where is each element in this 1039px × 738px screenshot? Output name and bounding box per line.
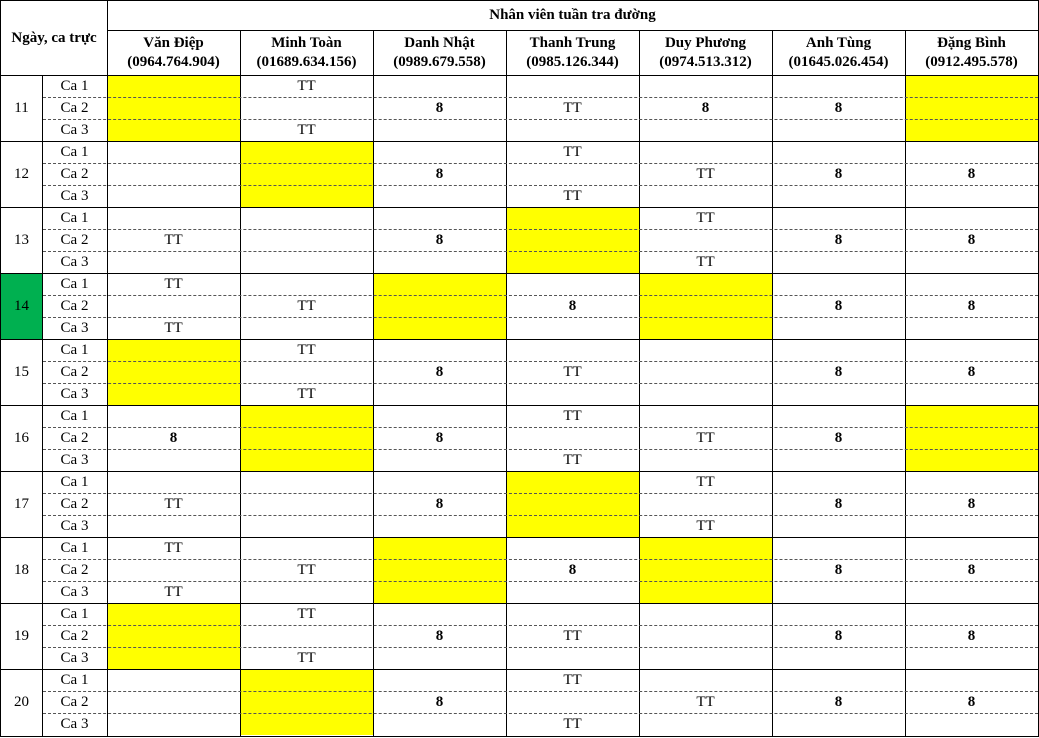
assignment-cell: TT — [164, 275, 183, 292]
shift-separator — [43, 559, 1038, 560]
staff-header — [772, 30, 905, 75]
shift-label: Ca 3 — [60, 649, 89, 666]
assignment-cell: 8 — [967, 627, 976, 644]
corner-header: Ngày, ca trực — [11, 29, 97, 46]
staff-name: Minh Toàn — [271, 34, 342, 51]
assignment-cell: TT — [563, 627, 582, 644]
shift-label: Ca 1 — [60, 407, 89, 424]
day-number: 11 — [14, 99, 29, 116]
grid-line — [0, 339, 1039, 340]
off-day-block — [107, 339, 240, 405]
shift-separator — [43, 97, 1038, 98]
shift-separator — [43, 361, 1038, 362]
staff-header — [639, 30, 772, 75]
assignment-cell: 8 — [701, 99, 710, 116]
assignment-cell: 8 — [568, 297, 577, 314]
assignment-cell: 8 — [967, 495, 976, 512]
assignment-cell: TT — [164, 539, 183, 556]
shift-label: Ca 1 — [60, 341, 89, 358]
shift-label: Ca 3 — [60, 385, 89, 402]
off-day-block — [373, 537, 506, 603]
shift-separator — [43, 163, 1038, 164]
shift-label: Ca 2 — [60, 429, 89, 446]
shift-separator — [43, 119, 1038, 120]
assignment-cell: TT — [696, 429, 715, 446]
shift-label: Ca 3 — [60, 187, 89, 204]
shift-separator — [43, 581, 1038, 582]
off-day-block — [639, 537, 772, 603]
staff-header — [506, 30, 639, 75]
assignment-cell: TT — [563, 451, 582, 468]
staff-name: Đặng Bình — [937, 34, 1006, 51]
assignment-cell: TT — [164, 319, 183, 336]
shift-separator — [43, 185, 1038, 186]
shift-label: Ca 3 — [60, 253, 89, 270]
off-day-block — [905, 75, 1038, 141]
staff-header — [240, 30, 373, 75]
shift-label: Ca 1 — [60, 473, 89, 490]
shift-separator — [43, 493, 1038, 494]
assignment-cell: 8 — [435, 693, 444, 710]
shift-separator — [43, 625, 1038, 626]
off-day-block — [240, 405, 373, 471]
day-number: 14 — [14, 297, 29, 314]
shift-label: Ca 3 — [60, 583, 89, 600]
assignment-cell: TT — [164, 231, 183, 248]
off-day-block — [905, 405, 1038, 471]
assignment-cell: 8 — [435, 363, 444, 380]
assignment-cell: TT — [164, 495, 183, 512]
shift-label: Ca 2 — [60, 627, 89, 644]
staff-phone: (01689.634.156) — [256, 53, 357, 70]
staff-name: Thanh Trung — [529, 34, 616, 51]
assignment-cell: TT — [563, 99, 582, 116]
assignment-cell: 8 — [967, 297, 976, 314]
day-number: 19 — [14, 627, 29, 644]
staff-phone: (0974.513.312) — [659, 53, 752, 70]
shift-separator — [43, 647, 1038, 648]
staff-name: Danh Nhật — [404, 34, 475, 51]
assignment-cell: 8 — [967, 231, 976, 248]
staff-name: Văn Điệp — [143, 34, 204, 51]
off-day-block — [373, 273, 506, 339]
assignment-cell: TT — [696, 165, 715, 182]
shift-label: Ca 3 — [60, 715, 89, 732]
assignment-cell: TT — [563, 407, 582, 424]
assignment-cell: 8 — [834, 429, 843, 446]
shift-label: Ca 1 — [60, 275, 89, 292]
staff-phone: (0912.495.578) — [925, 53, 1018, 70]
assignment-cell: 8 — [435, 231, 444, 248]
shift-label: Ca 2 — [60, 561, 89, 578]
assignment-cell: 8 — [435, 495, 444, 512]
day-number: 15 — [14, 363, 29, 380]
shift-label: Ca 1 — [60, 671, 89, 688]
assignment-cell: 8 — [834, 363, 843, 380]
assignment-cell: 8 — [834, 627, 843, 644]
grid-line — [107, 30, 1038, 31]
day-number: 18 — [14, 561, 29, 578]
shift-separator — [43, 713, 1038, 714]
shift-label: Ca 3 — [60, 121, 89, 138]
assignment-cell: 8 — [435, 429, 444, 446]
day-number: 12 — [14, 165, 29, 182]
shift-label: Ca 1 — [60, 605, 89, 622]
off-day-block — [107, 603, 240, 669]
assignment-cell: 8 — [967, 693, 976, 710]
assignment-cell: 8 — [834, 693, 843, 710]
assignment-cell: TT — [297, 297, 316, 314]
assignment-cell: TT — [297, 649, 316, 666]
staff-header — [905, 30, 1038, 75]
assignment-cell: 8 — [834, 495, 843, 512]
shift-label: Ca 2 — [60, 693, 89, 710]
assignment-cell: TT — [563, 671, 582, 688]
assignment-cell: 8 — [967, 561, 976, 578]
off-day-block — [506, 471, 639, 537]
shift-label: Ca 2 — [60, 99, 89, 116]
assignment-cell: TT — [563, 187, 582, 204]
shift-label: Ca 2 — [60, 231, 89, 248]
shift-label: Ca 1 — [60, 209, 89, 226]
assignment-cell: 8 — [967, 165, 976, 182]
staff-phone: (0985.126.344) — [526, 53, 619, 70]
staff-name: Anh Tùng — [805, 34, 872, 51]
grid-line — [0, 603, 1039, 604]
assignment-cell: TT — [696, 209, 715, 226]
assignment-cell: TT — [696, 473, 715, 490]
table-border — [0, 736, 1039, 737]
assignment-cell: TT — [297, 605, 316, 622]
assignment-cell: 8 — [568, 561, 577, 578]
assignment-cell: TT — [297, 121, 316, 138]
shift-separator — [43, 515, 1038, 516]
assignment-cell: 8 — [834, 231, 843, 248]
staff-header — [373, 30, 506, 75]
shift-label: Ca 1 — [60, 143, 89, 160]
day-number: 17 — [14, 495, 29, 512]
off-day-block — [240, 669, 373, 735]
shift-separator — [43, 691, 1038, 692]
grid-line — [0, 141, 1039, 142]
assignment-cell: TT — [696, 253, 715, 270]
shift-separator — [43, 251, 1038, 252]
assignment-cell: TT — [297, 561, 316, 578]
staff-group-title: Nhân viên tuần tra đường — [489, 7, 656, 23]
grid-line — [0, 207, 1039, 208]
shift-separator — [43, 317, 1038, 318]
shift-label: Ca 3 — [60, 451, 89, 468]
grid-line — [0, 75, 1039, 76]
assignment-cell: 8 — [834, 561, 843, 578]
staff-phone: (0989.679.558) — [393, 53, 486, 70]
day-number: 16 — [14, 429, 29, 446]
shift-separator — [43, 295, 1038, 296]
assignment-cell: 8 — [967, 363, 976, 380]
staff-name: Duy Phương — [664, 34, 747, 51]
assignment-cell: 8 — [435, 99, 444, 116]
assignment-cell: TT — [297, 385, 316, 402]
grid-line — [0, 669, 1039, 670]
shift-label: Ca 2 — [60, 495, 89, 512]
shift-label: Ca 3 — [60, 319, 89, 336]
grid-line — [0, 471, 1039, 472]
shift-label: Ca 2 — [60, 165, 89, 182]
grid-line — [0, 273, 1039, 274]
assignment-cell: 8 — [834, 99, 843, 116]
off-day-block — [506, 207, 639, 273]
assignment-cell: TT — [164, 583, 183, 600]
shift-separator — [43, 449, 1038, 450]
assignment-cell: TT — [563, 363, 582, 380]
off-day-block — [107, 75, 240, 141]
staff-phone: (01645.026.454) — [788, 53, 889, 70]
grid-line — [0, 405, 1039, 406]
shift-label: Ca 1 — [60, 539, 89, 556]
shift-separator — [43, 383, 1038, 384]
shift-label: Ca 3 — [60, 517, 89, 534]
assignment-cell: 8 — [435, 627, 444, 644]
shift-label: Ca 2 — [60, 363, 89, 380]
day-number: 20 — [14, 693, 29, 710]
assignment-cell: 8 — [435, 165, 444, 182]
table-border — [0, 1, 1, 736]
staff-header — [107, 30, 240, 75]
assignment-cell: 8 — [834, 297, 843, 314]
off-day-block — [639, 273, 772, 339]
assignment-cell: TT — [696, 517, 715, 534]
staff-phone: (0964.764.904) — [127, 53, 220, 70]
table-border — [0, 0, 1039, 1]
shift-separator — [43, 229, 1038, 230]
assignment-cell: TT — [563, 143, 582, 160]
shift-label: Ca 2 — [60, 297, 89, 314]
day-number: 13 — [14, 231, 29, 248]
shift-separator — [43, 427, 1038, 428]
shift-label: Ca 1 — [60, 77, 89, 94]
assignment-cell: 8 — [169, 429, 178, 446]
assignment-cell: TT — [297, 77, 316, 94]
assignment-cell: TT — [297, 341, 316, 358]
off-day-block — [240, 141, 373, 207]
assignment-cell: TT — [563, 715, 582, 732]
grid-line — [0, 537, 1039, 538]
assignment-cell: 8 — [834, 165, 843, 182]
assignment-cell: TT — [696, 693, 715, 710]
